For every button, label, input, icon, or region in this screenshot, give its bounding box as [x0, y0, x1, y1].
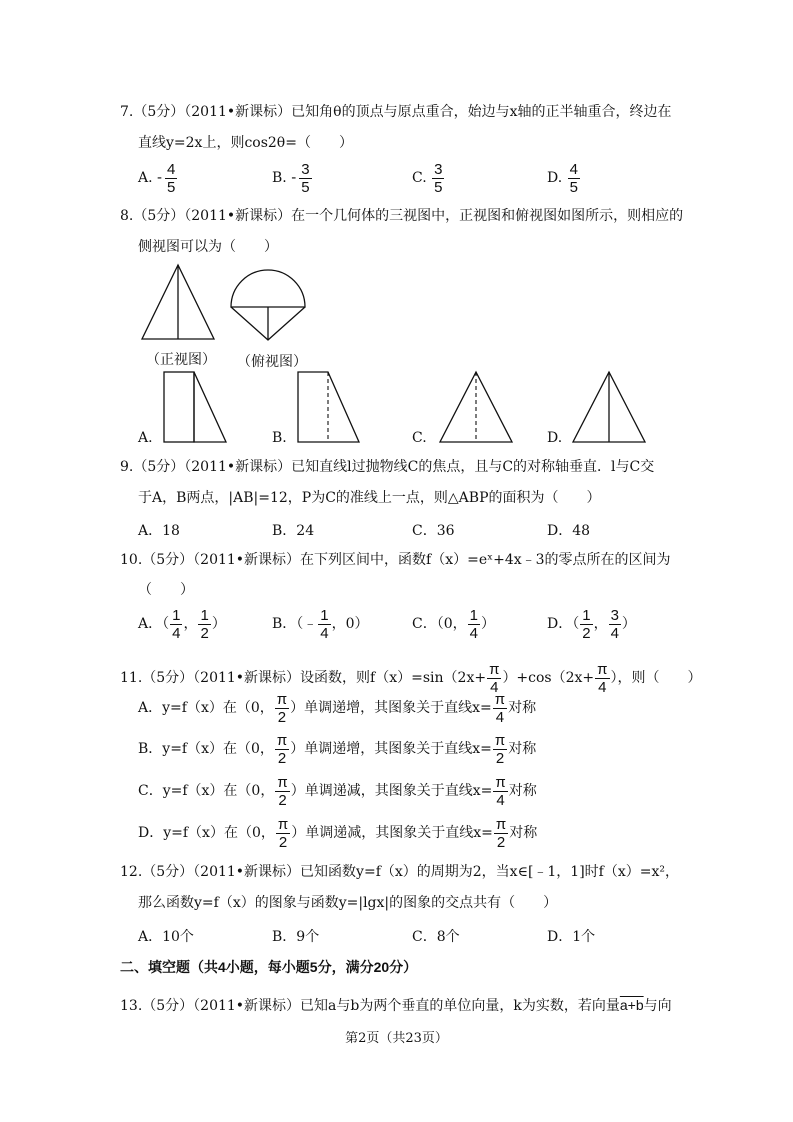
q9-option-a[interactable]: A．18: [138, 523, 180, 539]
q11-option-b[interactable]: B．y=f（x）在（0， $\frac{\pi}{2}$ ）单调递增，其图象关于直线x= $\frac{\pi}{2}$ 对称: [138, 731, 537, 767]
q8-option-b[interactable]: B.: [272, 430, 287, 446]
q12-stem-line2: 那么函数y=f（x）的图象与函数y=|lgx|的图象的交点共有（ ）: [138, 895, 558, 911]
q11-stem-post: ），则（ ）: [610, 670, 702, 686]
q7-stem-line2: 直线y=2x上，则cos2θ=（ ）: [138, 135, 353, 151]
q11-frac-1: $\frac{\pi}{4}$: [489, 660, 500, 696]
q9-stem-line2: 于A，B两点，|AB|=12，P为C的准线上一点，则△ABP的面积为（ ）: [138, 490, 601, 506]
q10-option-b[interactable]: B．（﹣ $\frac{1}{4}$ ，0）: [272, 606, 369, 642]
q13-stem: [120, 996, 672, 1015]
q7-option-d[interactable]: D. $\frac{4}{5}$: [547, 160, 578, 196]
q11-option-d[interactable]: D．y=f（x）在（0， $\frac{\pi}{2}$ ）单调递减，其图象关于直线x= $\frac{\pi}{2}$ 对称: [138, 815, 538, 851]
q9-stem-line1: 9.（5分）（2011•新课标）已知直线l过抛物线C的焦点，且与C的对称轴垂直．l与C交: [120, 459, 655, 475]
top-view-label: （俯视图）: [237, 353, 307, 369]
q12-option-d[interactable]: D．1个: [547, 929, 596, 945]
q8-option-a[interactable]: A.: [138, 430, 153, 446]
q8-option-c[interactable]: C.: [412, 430, 427, 446]
q11-option-a[interactable]: A．y=f（x）在（0， $\frac{\pi}{2}$ ）单调递增，其图象关于直线x= $\frac{\pi}{4}$ 对称: [138, 690, 537, 726]
q8-stem-line1: 8.（5分）（2011•新课标）在一个几何体的三视图中，正视图和俯视图如图所示，则相应的: [120, 208, 684, 224]
q9-option-c[interactable]: C．36: [412, 523, 455, 539]
q12-option-c[interactable]: C．8个: [412, 929, 460, 945]
q8-stem-line2: 侧视图可以为（ ）: [138, 239, 278, 255]
q12-option-a[interactable]: A．10个: [138, 929, 194, 945]
q10-stem-line2: （ ）: [138, 582, 194, 598]
q10-option-c[interactable]: C．（0， $\frac{1}{4}$ ）: [412, 606, 495, 642]
q12-stem-line1: 12.（5分）（2011•新课标）已知函数y=f（x）的周期为2，当x∈[﹣1，1]时f（x）=x²，: [120, 864, 679, 880]
page-footer: 第2页（共23页）: [345, 1031, 448, 1046]
q8-option-d[interactable]: D.: [547, 430, 563, 446]
front-view-label: （正视图）: [146, 351, 216, 367]
q7-option-a[interactable]: A. - $\frac{4}{5}$: [138, 160, 176, 196]
q13-tail: 与向: [643, 998, 672, 1014]
q9-option-b[interactable]: B．24: [272, 523, 315, 539]
q11-stem-mid: ）+cos（2x+: [502, 670, 595, 686]
q7-option-c[interactable]: C. $\frac{3}{5}$: [412, 160, 443, 196]
q11-stem-pre: 11.（5分）（2011•新课标）设函数，则f（x）=sin（2x+: [120, 670, 487, 686]
q9-option-d[interactable]: D．48: [547, 523, 591, 539]
q10-stem-line1: 10.（5分）（2011•新课标）在下列区间中，函数f（x）=eˣ+4x﹣3的零点所在的区间为: [120, 552, 671, 568]
q10-option-d[interactable]: D．（ $\frac{1}{2}$ ， $\frac{3}{4}$ ）: [547, 606, 636, 642]
q11-option-c[interactable]: C．y=f（x）在（0， $\frac{\pi}{2}$ ）单调递减，其图象关于直线x= $\frac{\pi}{4}$ 对称: [138, 773, 537, 809]
q13-stem-text: 13.（5分）（2011•新课标）已知a与b为两个垂直的单位向量，k为实数，若向量: [120, 998, 620, 1014]
q12-option-b[interactable]: B．9个: [272, 929, 320, 945]
q11-frac-2: $\frac{\pi}{4}$: [597, 660, 608, 696]
q7-stem-line1: 7.（5分）（2011•新课标）已知角θ的顶点与原点重合，始边与x轴的正半轴重合，终边在: [120, 104, 672, 120]
q13-vector: a+b: [619, 997, 644, 1013]
q7-option-b[interactable]: B. - $\frac{3}{5}$: [272, 160, 310, 196]
q10-option-a[interactable]: A．（ $\frac{1}{4}$ ， $\frac{1}{2}$ ）: [138, 606, 226, 642]
section-heading: 二、填空题（共4小题，每小题5分，满分20分）: [120, 959, 418, 975]
